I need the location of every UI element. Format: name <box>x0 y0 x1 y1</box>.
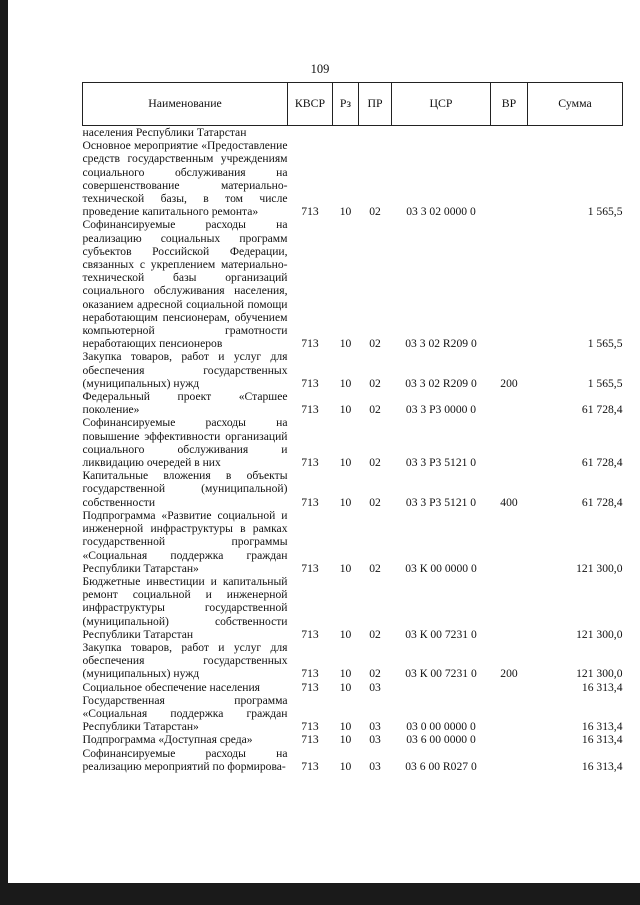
row-kvsr: 713 <box>301 627 319 641</box>
table-row <box>83 747 623 773</box>
header-pr: ПР <box>359 83 392 126</box>
row-csr: 03 3 02 R209 0 <box>405 337 477 351</box>
row-rz: 10 <box>339 733 352 747</box>
row-rz: 10 <box>339 720 352 734</box>
row-csr <box>392 681 491 694</box>
row-name: Подпрограмма «Развитие социальной и инженерной инфраструктуры в рамках государственной программы «Социальная поддержка граждан Республики Татарстан» <box>82 508 288 575</box>
row-sum: 1 565,5 <box>587 205 623 219</box>
row-rz: 10 <box>339 680 352 694</box>
row-sum: 121 300,0 <box>576 667 623 681</box>
row-name: Государственная программа «Социальная поддержка граждан Республики Татарстан» <box>82 693 288 734</box>
row-pr <box>359 126 392 140</box>
row-pr: 03 <box>369 759 381 773</box>
row-kvsr: 713 <box>301 680 319 694</box>
table-row <box>83 575 623 641</box>
table-row <box>83 509 623 575</box>
page-number: 109 <box>310 62 330 76</box>
table-row <box>83 139 623 218</box>
row-name: Закупка товаров, работ и услуг для обеспечения государственных (муниципальных) нужд <box>82 350 288 390</box>
row-rz: 10 <box>339 337 352 351</box>
row-sum: 1 565,5 <box>587 337 623 351</box>
row-csr: 03 3 P3 5121 0 <box>405 495 477 509</box>
row-vr <box>491 575 528 641</box>
row-pr: 02 <box>369 456 381 470</box>
scan-bottom-edge <box>0 883 640 905</box>
row-sum: 16 313,4 <box>581 733 623 747</box>
row-pr: 02 <box>369 627 381 641</box>
row-sum: 121 300,0 <box>576 561 623 575</box>
row-pr: 02 <box>369 376 381 390</box>
row-csr: 03 3 P3 0000 0 <box>405 403 477 417</box>
row-csr: 03 6 00 0000 0 <box>406 733 476 747</box>
row-vr <box>491 126 528 140</box>
row-kvsr: 713 <box>301 667 319 681</box>
row-sum: 61 728,4 <box>581 403 623 417</box>
row-rz: 10 <box>339 403 352 417</box>
row-pr: 03 <box>369 733 381 747</box>
row-name: Социальное обеспечение населения <box>82 680 261 694</box>
row-name: Софинансируемые расходы на реализацию социальных программ субъектов Российской Федерации, связанных с укреплением материально-технической базы организаций социального обслуживания населения, оказанием адресной социальной помощи неработающим пенсионерам, обучением компьютерной грамотности неработающих пенсионеров <box>82 218 288 351</box>
header-vr: ВР <box>491 83 528 126</box>
row-kvsr: 713 <box>301 403 319 417</box>
row-sum: 1 565,5 <box>587 376 623 390</box>
row-rz: 10 <box>339 627 352 641</box>
row-sum: 121 300,0 <box>576 627 623 641</box>
row-name: Закупка товаров, работ и услуг для обеспечения государственных (муниципальных) нужд <box>82 640 288 681</box>
row-kvsr: 713 <box>301 561 319 575</box>
row-sum: 16 313,4 <box>581 720 623 734</box>
table-row <box>83 694 623 734</box>
row-pr: 03 <box>369 680 381 694</box>
row-vr: 200 <box>500 667 518 681</box>
row-kvsr: 713 <box>301 376 319 390</box>
row-name: Федеральный проект «Старшее поколение» <box>82 390 288 417</box>
row-vr <box>491 509 528 575</box>
scan-left-edge <box>0 0 8 905</box>
row-pr: 02 <box>369 667 381 681</box>
header-kvsr: КВСР <box>288 83 333 126</box>
row-pr: 02 <box>369 205 381 219</box>
row-kvsr: 713 <box>301 733 319 747</box>
row-rz: 10 <box>339 205 352 219</box>
row-sum: 61 728,4 <box>581 456 623 470</box>
row-vr <box>491 733 528 746</box>
row-kvsr: 713 <box>301 337 319 351</box>
row-rz <box>333 126 359 140</box>
row-kvsr: 713 <box>301 205 319 219</box>
table-row <box>83 390 623 416</box>
row-name: населения Республики Татарстан <box>82 126 247 139</box>
table-row <box>83 641 623 681</box>
row-vr: 200 <box>500 376 518 390</box>
row-name: Софинансируемые расходы на реализацию мероприятий по формирова- <box>82 746 288 773</box>
row-vr <box>491 139 528 218</box>
row-pr: 03 <box>369 720 381 734</box>
header-rz: Рз <box>333 83 359 126</box>
table-row <box>83 126 623 140</box>
row-name: Основное мероприятие «Предоставление средств государственным учреждениям социального обслуживания на совершенствование материально-технической базы, в том числе проведение капитального ремонта» <box>82 139 288 219</box>
row-kvsr: 713 <box>301 759 319 773</box>
row-kvsr: 713 <box>301 720 319 734</box>
table-row <box>83 733 623 746</box>
row-csr: 03 3 02 R209 0 <box>405 376 477 390</box>
row-pr: 02 <box>369 495 381 509</box>
row-csr: 03 К 00 7231 0 <box>405 667 477 681</box>
row-rz: 10 <box>339 456 352 470</box>
row-pr: 02 <box>369 561 381 575</box>
row-pr: 02 <box>369 337 381 351</box>
row-kvsr <box>288 126 333 140</box>
header-sum: Сумма <box>528 83 623 126</box>
row-kvsr: 713 <box>301 456 319 470</box>
budget-table <box>82 82 623 773</box>
row-vr <box>491 218 528 350</box>
row-sum: 16 313,4 <box>581 759 623 773</box>
row-sum: 61 728,4 <box>581 495 623 509</box>
row-rz: 10 <box>339 561 352 575</box>
table-row <box>83 681 623 694</box>
row-csr: 03 3 02 0000 0 <box>406 205 476 219</box>
table-row <box>83 350 623 390</box>
row-kvsr: 713 <box>301 495 319 509</box>
row-sum: 16 313,4 <box>581 680 623 694</box>
row-sum <box>528 126 623 140</box>
row-vr <box>491 694 528 734</box>
row-csr: 03 К 00 7231 0 <box>405 627 477 641</box>
row-vr: 400 <box>500 495 518 509</box>
row-csr <box>392 126 491 140</box>
row-vr <box>491 681 528 694</box>
row-name: Софинансируемые расходы на повышение эффективности организаций социального обслуживания и ликвидацию очередей в них <box>82 416 288 470</box>
row-csr: 03 К 00 0000 0 <box>405 561 477 575</box>
row-csr: 03 3 P3 5121 0 <box>405 456 477 470</box>
row-vr <box>491 390 528 416</box>
table-row <box>83 416 623 469</box>
row-rz: 10 <box>339 759 352 773</box>
row-csr: 03 0 00 0000 0 <box>406 720 476 734</box>
table-row <box>83 469 623 509</box>
row-rz: 10 <box>339 376 352 390</box>
header-csr: ЦСР <box>392 83 491 126</box>
table-header-row <box>83 83 623 126</box>
table-row <box>83 218 623 350</box>
row-pr: 02 <box>369 403 381 417</box>
row-vr <box>491 747 528 773</box>
row-name: Бюджетные инвестиции и капитальный ремонт социальной и инженерной инфраструктуры государственной (муниципальной) собственности Республики Татарстан <box>82 574 288 641</box>
row-vr <box>491 416 528 469</box>
header-name: Наименование <box>83 83 288 126</box>
row-rz: 10 <box>339 495 352 509</box>
row-name: Капитальные вложения в объекты государственной (муниципальной) собственности <box>82 469 288 509</box>
row-name: Подпрограмма «Доступная среда» <box>82 733 253 747</box>
row-csr: 03 6 00 R027 0 <box>405 759 477 773</box>
row-rz: 10 <box>339 667 352 681</box>
